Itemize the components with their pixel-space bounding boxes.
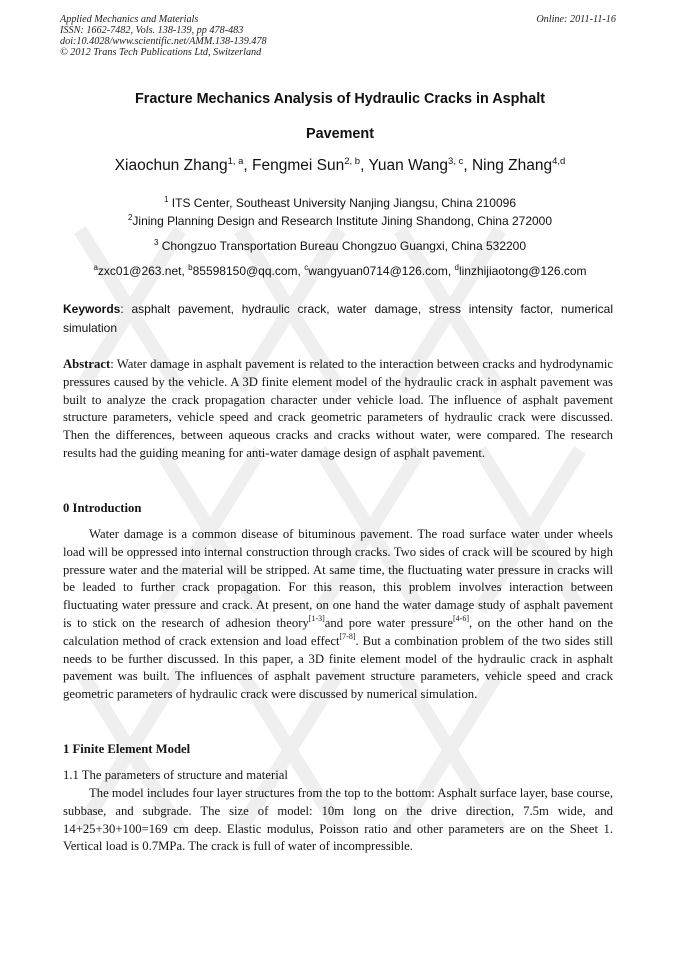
- keywords-text: : asphalt pavement, hydraulic crack, water damage, stress intensity factor, numerical simulation: [63, 302, 613, 335]
- author-affiliation-mark: 2, b: [344, 156, 361, 167]
- paper-title-line-1: Fracture Mechanics Analysis of Hydraulic Cracks in Asphalt: [134, 91, 545, 107]
- email-address: linzhijiaotong@126.com: [458, 264, 587, 278]
- author-name: Yuan Wang: [368, 157, 449, 174]
- email-mark: c: [304, 263, 309, 272]
- paragraph-text: . But a combination problem of the two sides still needs to be further discussed. In this paper, a 3D finite element model of the hydraulic crack in asphalt pavement was built. The influences of asphalt pavement structure parameters, vehicle speed and crack geometric parameters of hydraulic crack were discussed by numerical simulation.: [63, 633, 614, 702]
- paragraph-text: Water damage is a common disease of bituminous pavement. The road surface water under wheels load will be oppressed into internal construction through cracks. Two sides of crack will be scoured by high pressure water and the material will be stripped. At same time, the fluctuating water pressure in cracks will be leaded to further crack propagation. For this reason, this problem involves interaction between fluctuating water pressure and crack. At present, on one hand the water damage study of asphalt pavement is to stick on the research of adhesion theory: [63, 527, 613, 630]
- author-separator: ,: [463, 157, 472, 174]
- affiliation-1: [60, 195, 620, 210]
- author-name: Xiaochun Zhang: [114, 157, 228, 174]
- issn-line: ISSN: 1662-7482, Vols. 138-139, pp 478-483: [60, 25, 244, 36]
- journal-name: Applied Mechanics and Materials: [60, 14, 199, 25]
- paragraph-text: and pore water pressure: [324, 615, 453, 630]
- email-address: 85598150@qq.com,: [192, 264, 305, 278]
- doi-line: doi:10.4028/www.scientific.net/AMM.138-139.478: [60, 36, 267, 47]
- paragraph-text: , on the other hand on the calculation method of crack extension and load effect: [63, 615, 613, 648]
- author-separator: ,: [360, 157, 369, 174]
- author-affiliation-mark: 1, a: [227, 156, 244, 167]
- email-mark: b: [188, 263, 193, 272]
- keywords-paragraph: [63, 300, 613, 338]
- affiliation-mark: 3: [153, 238, 159, 247]
- introduction-paragraph: [63, 526, 613, 704]
- keywords-label: Keywords: [63, 302, 121, 316]
- author-list: [60, 156, 620, 175]
- abstract-label: Abstract: [63, 357, 111, 371]
- online-date: Online: 2011-11-16: [536, 14, 616, 25]
- author-name: Ning Zhang: [471, 157, 553, 174]
- abstract-text: : Water damage in asphalt pavement is related to the interaction between cracks and hydrodynamic pressures caused by the vehicle. A 3D finite element model of the hydraulic crack in asphalt pavement was built to analyze the crack propagation character under vehicle load. The influence of asphalt pavement structure parameters, vehicle speed and crack geometric parameters of hydraulic crack were discussed. Then the differences, between aqueous cracks and cracks without water, were compared. The research results had the guiding meaning for anti-water damage design of asphalt pavement.: [63, 357, 613, 460]
- copyright-line: © 2012 Trans Tech Publications Ltd, Switzerland: [60, 47, 262, 58]
- affiliation-2: [60, 213, 620, 228]
- citation-ref: [7-8]: [339, 631, 356, 641]
- author-affiliation-mark: 3, c: [448, 156, 464, 167]
- email-address: wangyuan0714@126.com,: [308, 264, 455, 278]
- abstract-paragraph: [63, 356, 613, 463]
- model-paragraph: The model includes four layer structures from the top to the bottom: Asphalt surface layer, base course, subbase, and subgrade. The size of model: 10m long on the drive direction, 7.5m wide, and 14+25+30+100=169 cm deep. Elastic modulus, Poisson ratio and other parameters are on the Sheet 1. Vertical load is 0.7MPa. The crack is full of water of incompressible.: [63, 786, 613, 854]
- affiliation-text: Chongzuo Transportation Bureau Chongzuo Guangxi, China 532200: [161, 239, 527, 253]
- citation-ref: [1-3]: [308, 613, 325, 623]
- email-list: [60, 263, 620, 278]
- author-separator: ,: [243, 157, 253, 174]
- citation-ref: [4-6]: [452, 613, 469, 623]
- email-mark: a: [93, 263, 98, 272]
- subsection-heading: 1.1 The parameters of structure and material: [63, 768, 288, 782]
- email-address: zxc01@263.net,: [97, 264, 189, 278]
- affiliation-mark: 2: [127, 213, 133, 222]
- author-affiliation-mark: 4,d: [552, 156, 566, 167]
- affiliation-text: Jining Planning Design and Research Institute Jining Shandong, China 272000: [132, 214, 553, 228]
- section-heading-introduction: 0 Introduction: [63, 501, 142, 515]
- paper-title-line-2: Pavement: [306, 126, 374, 142]
- section-heading-finite-element-model: 1 Finite Element Model: [63, 742, 191, 756]
- affiliation-3: [60, 238, 620, 253]
- email-mark: d: [454, 263, 459, 272]
- journal-header: [60, 14, 267, 58]
- affiliation-text: ITS Center, Southeast University Nanjing Jiangsu, China 210096: [171, 196, 516, 210]
- author-name: Fengmei Sun: [252, 157, 345, 174]
- affiliation-mark: 1: [164, 195, 169, 204]
